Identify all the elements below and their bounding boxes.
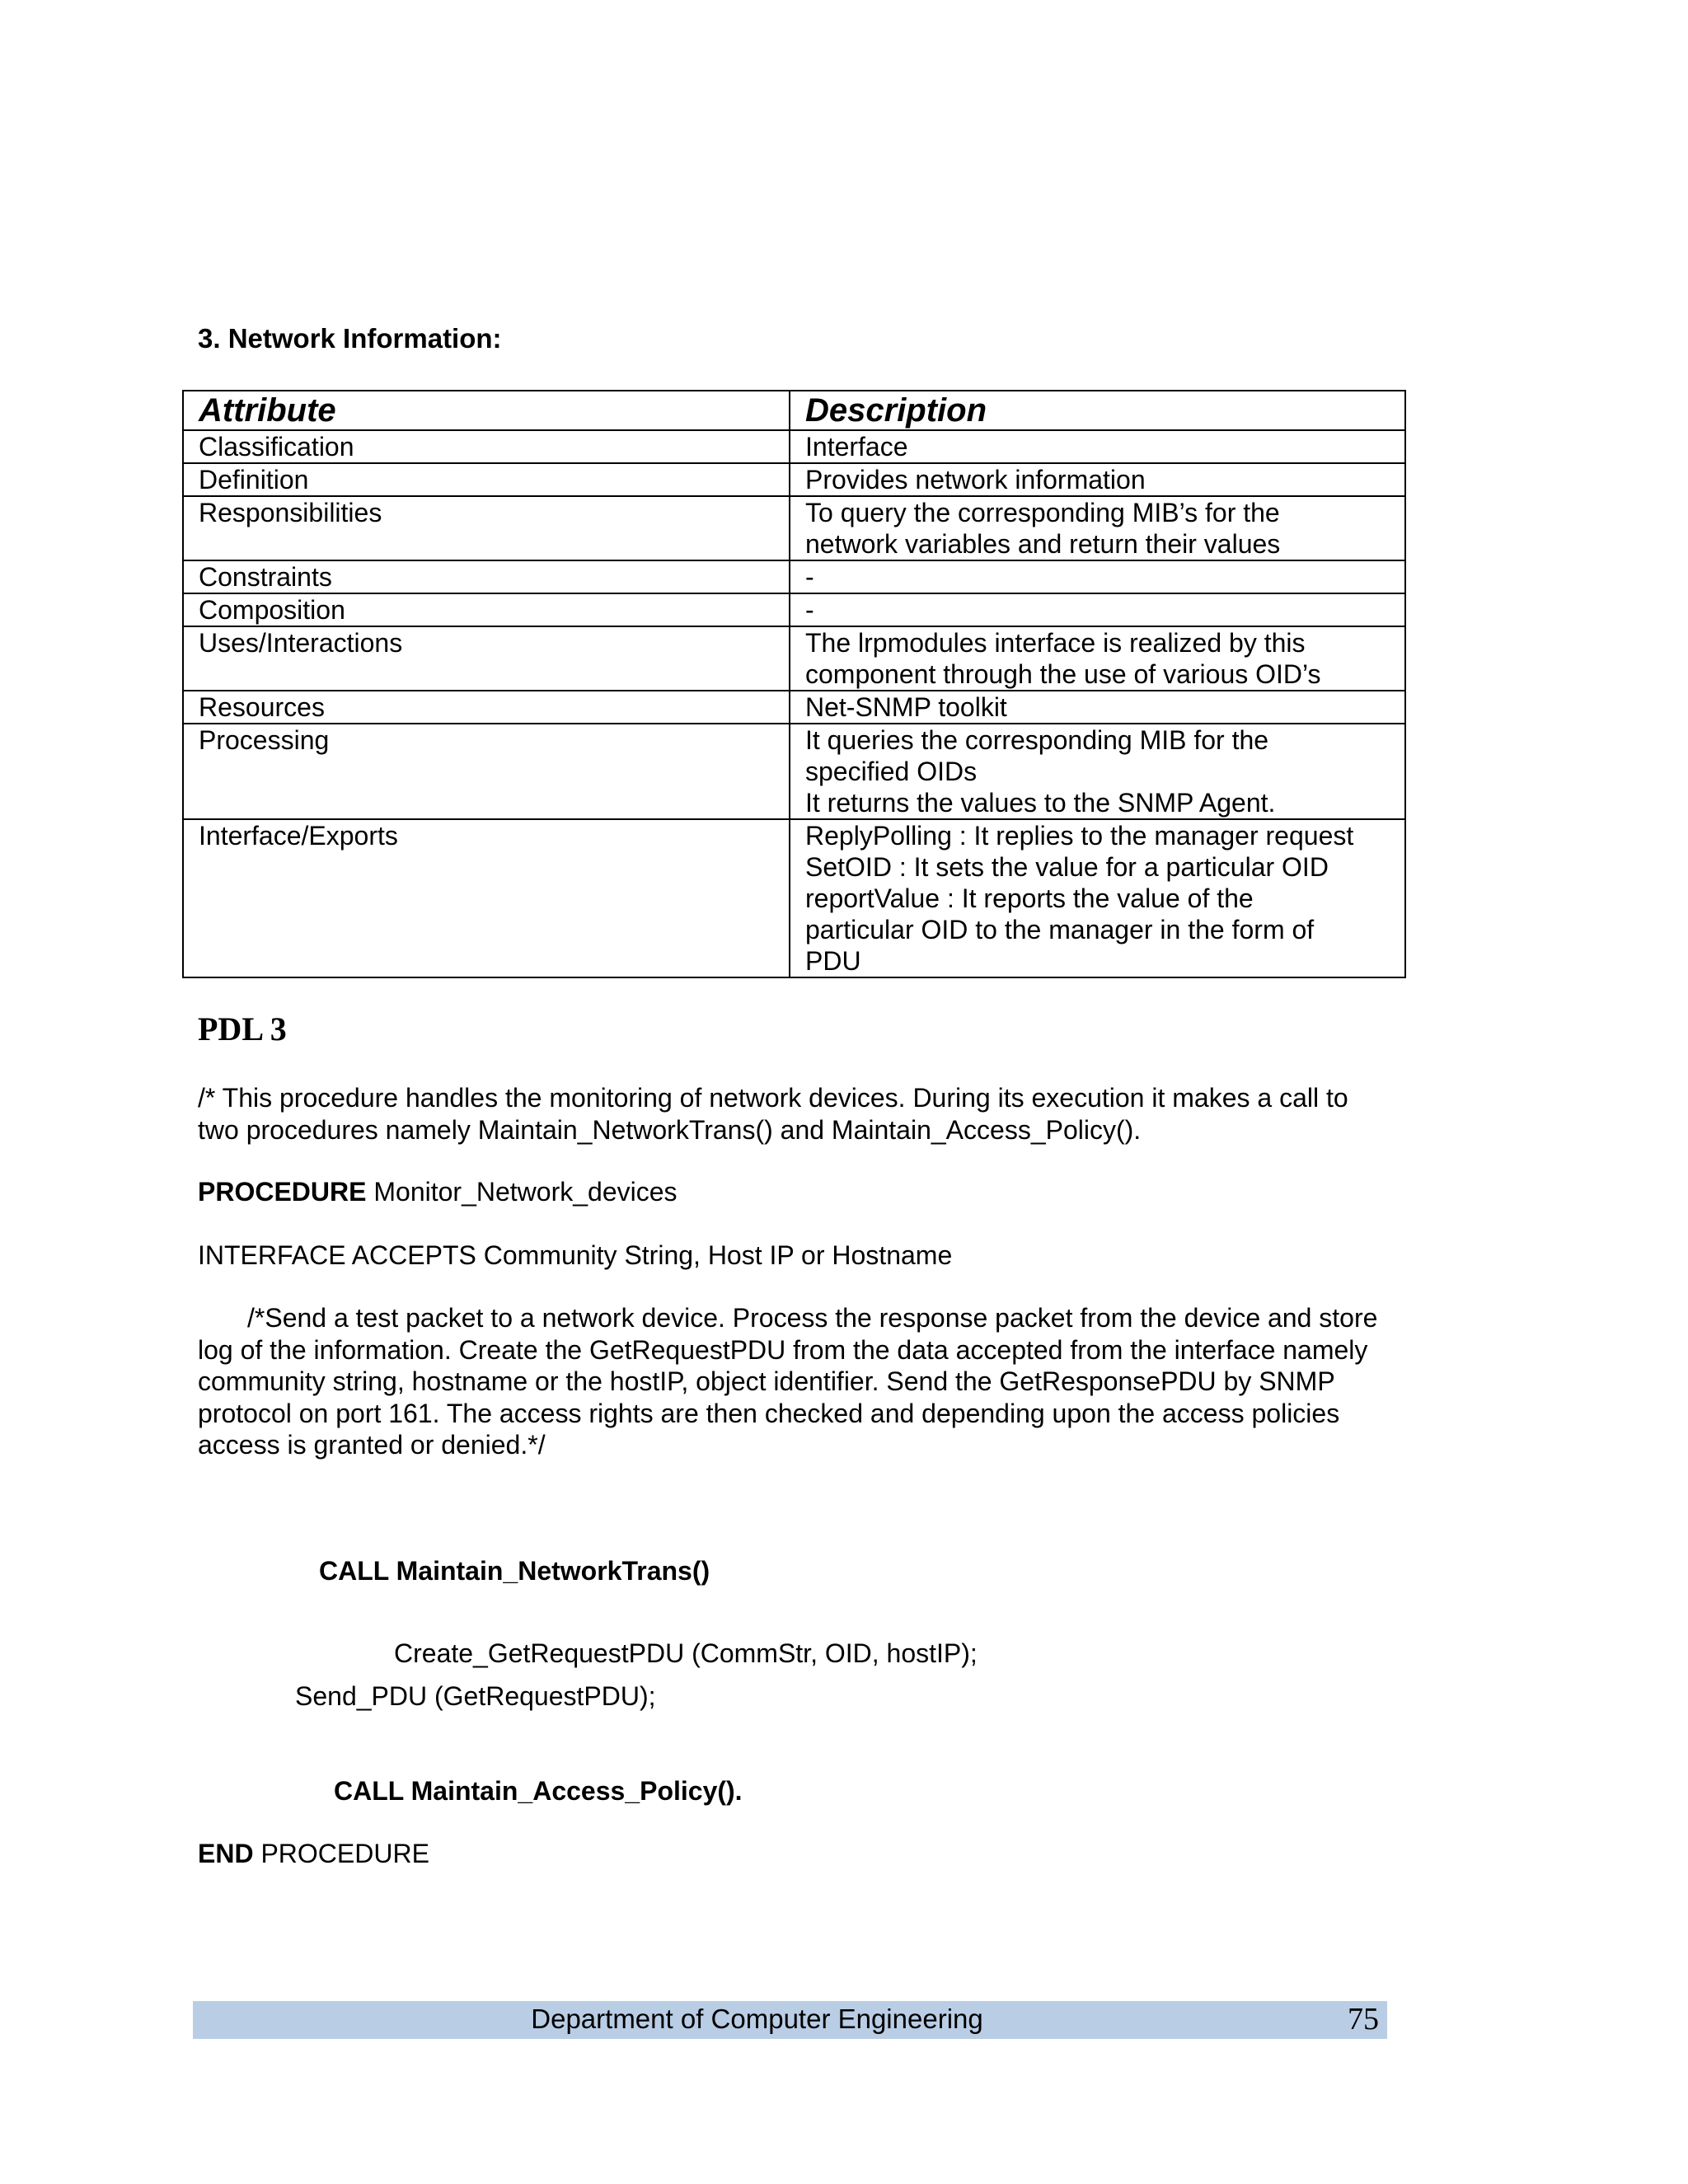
- table-row: [183, 626, 1405, 691]
- description-line: network variables and return their values: [805, 529, 1281, 559]
- attribute-cell: Processing: [183, 724, 790, 819]
- create-pdu-statement: Create_GetRequestPDU (CommStr, OID, hostIP);: [394, 1638, 978, 1668]
- description-cell: [790, 724, 1405, 819]
- description-line: ReplyPolling : It replies to the manager request: [805, 821, 1354, 851]
- description-cell: [790, 463, 1405, 496]
- call-maintain-networktrans: CALL Maintain_NetworkTrans(): [319, 1556, 710, 1586]
- table-row: [183, 430, 1405, 463]
- procedure-comment: [198, 1302, 1377, 1461]
- pdl-intro-line: two procedures namely Maintain_NetworkTrans() and Maintain_Access_Policy().: [198, 1114, 1142, 1145]
- table-row: [183, 819, 1405, 977]
- table-row: [183, 463, 1405, 496]
- procedure-keyword: PROCEDURE: [198, 1177, 367, 1207]
- column-header-description: Description: [790, 391, 1405, 430]
- attribute-cell: Definition: [183, 463, 790, 496]
- description-line: reportValue : It reports the value of the: [805, 883, 1254, 913]
- procedure-name: Monitor_Network_devices: [373, 1177, 678, 1207]
- description-line: -: [805, 562, 814, 592]
- pdl-title: PDL 3: [198, 1010, 287, 1047]
- attribute-cell: Resources: [183, 691, 790, 724]
- description-line: It queries the corresponding MIB for the: [805, 725, 1269, 755]
- pdl-intro: [198, 1082, 1348, 1146]
- table-row: [183, 691, 1405, 724]
- description-line: The lrpmodules interface is realized by this: [805, 628, 1306, 658]
- description-cell: [790, 819, 1405, 977]
- section-heading: 3. Network Information:: [198, 323, 502, 354]
- description-cell: [790, 430, 1405, 463]
- description-cell: [790, 496, 1405, 560]
- description-line: To query the corresponding MIB’s for the: [805, 498, 1280, 527]
- description-line: Net-SNMP toolkit: [805, 692, 1007, 722]
- procedure-line: [198, 1176, 678, 1208]
- footer-bar: [193, 2001, 1387, 2039]
- end-rest: PROCEDURE: [260, 1839, 429, 1868]
- comment-line: log of the information. Create the GetRequestPDU from the data accepted from the interface namely: [198, 1334, 1368, 1365]
- comment-line: access is granted or denied.*/: [198, 1430, 546, 1460]
- attribute-cell: Responsibilities: [183, 496, 790, 560]
- call-maintain-access-policy: CALL Maintain_Access_Policy().: [334, 1776, 743, 1806]
- description-line: PDU: [805, 946, 861, 976]
- description-line: component through the use of various OID’s: [805, 659, 1321, 689]
- description-line: specified OIDs: [805, 757, 978, 786]
- table-header-row: [183, 391, 1405, 430]
- description-line: particular OID to the manager in the form of: [805, 915, 1315, 944]
- end-keyword: END: [198, 1839, 254, 1868]
- table-row: [183, 593, 1405, 626]
- description-cell: [790, 626, 1405, 691]
- table-row: [183, 724, 1405, 819]
- attribute-cell: Classification: [183, 430, 790, 463]
- description-line: Provides network information: [805, 465, 1146, 494]
- table-row: [183, 560, 1405, 593]
- attribute-cell: Interface/Exports: [183, 819, 790, 977]
- interface-line: INTERFACE ACCEPTS Community String, Host IP or Hostname: [198, 1240, 953, 1270]
- description-cell: [790, 593, 1405, 626]
- send-pdu-statement: Send_PDU (GetRequestPDU);: [295, 1681, 656, 1711]
- description-line: SetOID : It sets the value for a particular OID: [805, 852, 1329, 882]
- page-number: 75: [1348, 2002, 1379, 2036]
- table-row: [183, 496, 1405, 560]
- description-line: It returns the values to the SNMP Agent.: [805, 788, 1276, 818]
- pdl-intro-line: /* This procedure handles the monitoring of network devices. During its execution it makes a call to: [198, 1083, 1348, 1113]
- comment-line: community string, hostname or the hostIP, object identifier. Send the GetResponsePDU by SNMP: [198, 1366, 1335, 1396]
- description-line: -: [805, 595, 814, 625]
- comment-line: /*Send a test packet to a network device. Process the response packet from the device and store: [247, 1303, 1378, 1333]
- column-header-attribute: Attribute: [183, 391, 790, 430]
- attribute-cell: Uses/Interactions: [183, 626, 790, 691]
- description-cell: [790, 560, 1405, 593]
- comment-line: protocol on port 161. The access rights are then checked and depending upon the access policies: [198, 1398, 1340, 1428]
- description-cell: [790, 691, 1405, 724]
- attribute-cell: Constraints: [183, 560, 790, 593]
- attribute-table: [182, 390, 1406, 978]
- attribute-cell: Composition: [183, 593, 790, 626]
- end-procedure-line: [198, 1838, 429, 1870]
- footer-department: Department of Computer Engineering: [531, 2004, 983, 2034]
- description-line: Interface: [805, 432, 908, 462]
